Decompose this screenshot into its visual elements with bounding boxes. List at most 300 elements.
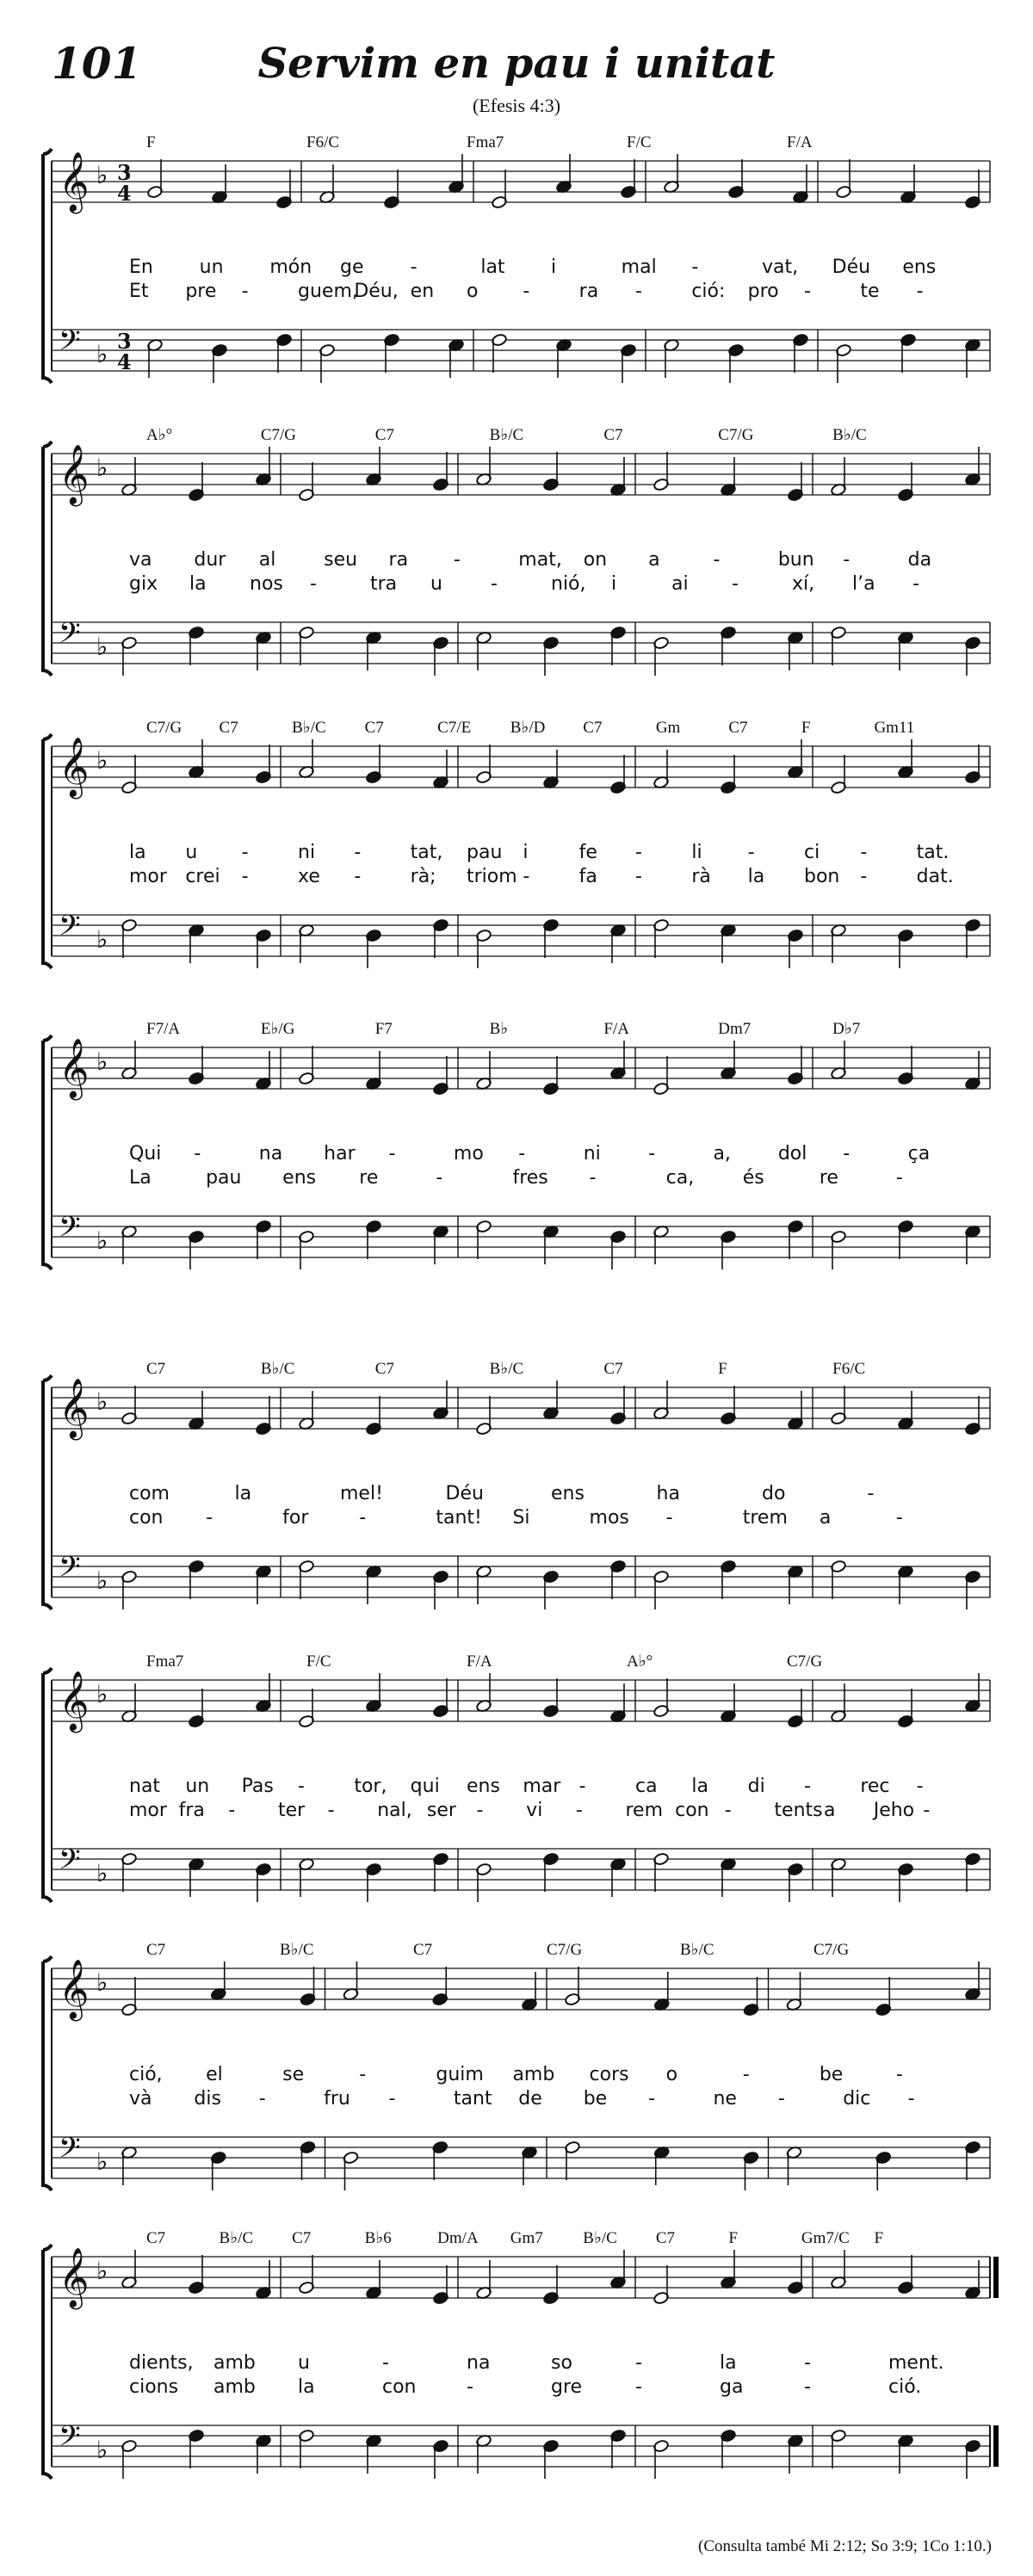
key-signature-flat-icon: ♭	[96, 1226, 108, 1255]
lyric-syllable: la	[720, 2352, 737, 2374]
chord-symbol: Fma7	[146, 1652, 184, 1671]
chord-symbol: C7	[728, 719, 748, 737]
lyric-syllable: -	[410, 256, 418, 278]
lyric-syllable: ha	[656, 1483, 680, 1504]
treble-clef-icon: 𝄞	[59, 444, 90, 504]
treble-clef-icon: 𝄞	[59, 1671, 90, 1731]
lyric-syllable: con	[129, 1507, 164, 1529]
lyric-syllable: re	[819, 1167, 838, 1189]
lyric-syllable: -	[843, 549, 851, 571]
bass-clef-icon: 𝄢	[59, 2132, 81, 2171]
lyric-syllable: o	[467, 281, 479, 302]
lyric-syllable: -	[895, 2064, 903, 2085]
lyric-syllable: al	[258, 549, 276, 571]
lyric-syllable: vat,	[762, 256, 799, 278]
lyric-syllable: u	[185, 842, 198, 863]
lyric-syllable: rà;	[410, 866, 436, 887]
lyric-syllable: ció:	[691, 281, 726, 302]
lyric-syllable: -	[916, 1776, 924, 1797]
lyric-syllable: -	[648, 2088, 656, 2110]
time-signature-bottom: 4	[117, 349, 132, 374]
chord-symbol: C7	[583, 719, 603, 737]
treble-clef-icon: 𝄞	[59, 2247, 90, 2307]
lyric-syllable: un	[199, 256, 224, 278]
chord-symbol: B♭	[489, 1020, 509, 1038]
lyric-syllable: -	[298, 1776, 305, 1797]
lyric-syllable: -	[843, 1143, 851, 1164]
lyric-syllable: mal	[621, 256, 657, 278]
lyric-syllable: con	[382, 2376, 417, 2398]
lyric-syllable: gre	[551, 2376, 583, 2398]
system-bracket	[43, 442, 52, 676]
lyric-syllable: i	[551, 256, 557, 278]
lyric-syllable: xí,	[792, 573, 815, 595]
lyric-syllable: la	[747, 866, 765, 887]
lyric-syllable: ment.	[888, 2352, 944, 2374]
lyric-syllable: Jeho	[873, 1800, 915, 1821]
chord-symbol: C7	[374, 426, 394, 444]
chord-symbol: F	[874, 2229, 884, 2247]
key-signature-flat-icon: ♭	[96, 633, 108, 661]
lyric-syllable: La	[129, 1167, 152, 1189]
lyric-syllable: Et	[129, 281, 149, 302]
lyric-syllable: -	[804, 2352, 811, 2374]
lyric-syllable: -	[476, 1800, 484, 1821]
lyric-syllable: -	[194, 1143, 201, 1164]
lyric-syllable: u	[430, 573, 442, 595]
lyric-syllable: on	[583, 549, 608, 571]
key-signature-flat-icon: ♭	[96, 925, 108, 954]
lyric-syllable: -	[635, 281, 642, 302]
lyric-syllable: ció.	[888, 2376, 922, 2398]
lyric-syllable: món	[269, 256, 312, 278]
lyric-syllable: ni	[298, 842, 316, 863]
lyric-syllable: -	[258, 2088, 266, 2110]
lyric-syllable: la	[234, 1483, 252, 1504]
lyric-syllable: -	[713, 549, 721, 571]
lyric-syllable: la	[298, 2376, 315, 2398]
key-signature-flat-icon: ♭	[96, 340, 108, 368]
lyric-syllable: se	[282, 2064, 305, 2085]
lyric-syllable: guem,	[298, 281, 358, 302]
treble-clef-icon: 𝄞	[59, 151, 90, 212]
system-bracket	[43, 734, 52, 968]
chord-symbol: F	[146, 133, 156, 151]
chord-symbol: C7	[364, 719, 384, 737]
chord-symbol: F	[801, 719, 811, 737]
lyric-syllable: -	[575, 1800, 583, 1821]
key-signature-flat-icon: ♭	[96, 1566, 108, 1595]
lyric-syllable: tat,	[410, 842, 443, 863]
lyric-syllable: amb	[213, 2352, 256, 2374]
lyric-syllable: -	[724, 1800, 732, 1821]
hymn-title: Servim en pau i unitat	[257, 40, 776, 88]
lyric-syllable: -	[804, 1776, 811, 1797]
lyric-syllable: -	[589, 1167, 597, 1189]
lyric-syllable: dat.	[916, 866, 954, 887]
lyric-syllable: -	[907, 2088, 915, 2110]
lyric-syllable: dients,	[129, 2352, 194, 2374]
lyric-syllable: dur	[194, 549, 226, 571]
lyric-syllable: rem	[625, 1800, 664, 1821]
lyric-syllable: ra	[388, 549, 409, 571]
treble-clef-icon: 𝄞	[59, 1378, 90, 1438]
lyric-syllable: a	[648, 549, 660, 571]
footnote: (Consulta també Mi 2:12; So 3:9; 1Co 1:10.)	[698, 2537, 992, 2555]
lyric-syllable: -	[436, 1167, 443, 1189]
lyric-syllable: En	[129, 256, 153, 278]
chord-symbol: B♭/C	[680, 1941, 714, 1959]
lyric-syllable: -	[912, 573, 919, 595]
system-bracket	[43, 1668, 52, 1902]
lyric-syllable: Déu	[832, 256, 871, 278]
chord-symbol: B♭6	[364, 2229, 392, 2247]
key-signature-flat-icon: ♭	[96, 2147, 108, 2176]
lyric-syllable: re	[359, 1167, 379, 1189]
lyric-syllable: so	[551, 2352, 572, 2374]
chord-symbol: F/C	[627, 133, 652, 151]
chord-symbol: F7	[374, 1020, 393, 1038]
lyric-syllable: ens	[551, 1483, 585, 1504]
chord-symbol: Gm	[655, 719, 681, 737]
chord-symbol: A♭°	[146, 426, 173, 444]
lyric-syllable: mel!	[340, 1483, 383, 1504]
chord-symbol: B♭/C	[260, 1360, 295, 1378]
lyric-syllable: do	[762, 1483, 786, 1504]
lyric-syllable: -	[359, 1507, 367, 1529]
lyric-syllable: amb	[213, 2376, 256, 2398]
chord-symbol: B♭/C	[292, 719, 326, 737]
time-signature-bottom: 4	[117, 181, 132, 206]
lyric-syllable: -	[635, 2352, 642, 2374]
lyric-syllable: fa	[578, 866, 597, 887]
lyric-syllable: ens	[467, 1776, 500, 1797]
key-signature-flat-icon: ♭	[96, 1859, 108, 1887]
lyric-syllable: tant!	[436, 1507, 482, 1529]
lyric-syllable: -	[665, 1507, 673, 1529]
chord-symbol: C7	[146, 1941, 166, 1959]
treble-clef-icon: 𝄞	[59, 1959, 90, 2019]
lyric-syllable: mo	[453, 1143, 484, 1164]
lyric-syllable: Déu,	[354, 281, 399, 302]
lyric-syllable: har	[324, 1143, 356, 1164]
lyric-syllable: na	[467, 2352, 491, 2374]
lyric-syllable: -	[523, 281, 530, 302]
lyric-syllable: ca,	[665, 1167, 695, 1189]
lyric-syllable: ni	[583, 1143, 601, 1164]
lyric-syllable: ça	[907, 1143, 931, 1164]
system-bracket	[43, 2245, 52, 2479]
lyric-syllable: -	[388, 2088, 396, 2110]
lyric-syllable: be	[583, 2088, 608, 2110]
chord-symbol: F/A	[787, 133, 813, 151]
lyric-syllable: -	[635, 2376, 642, 2398]
lyric-syllable: la	[691, 1776, 708, 1797]
lyric-syllable: ga	[720, 2376, 744, 2398]
chord-symbol: B♭/C	[832, 426, 867, 444]
system-bracket	[43, 1956, 52, 2190]
system-bracket	[43, 149, 52, 383]
hymn-number: 101	[52, 38, 142, 89]
chord-symbol: Gm11	[874, 719, 915, 737]
key-signature-flat-icon: ♭	[96, 1387, 108, 1416]
lyric-syllable: ens	[282, 1167, 317, 1189]
lyric-syllable: be	[819, 2064, 844, 2085]
lyric-syllable: -	[354, 866, 362, 887]
lyric-syllable: -	[923, 1800, 931, 1821]
lyric-syllable: -	[867, 1483, 875, 1504]
chord-symbol: C7/G	[260, 426, 297, 444]
lyric-syllable: ge	[340, 256, 364, 278]
chord-symbol: C7	[655, 2229, 676, 2247]
final-barline	[993, 2425, 999, 2467]
lyric-syllable: bon	[804, 866, 840, 887]
lyric-syllable: -	[467, 2376, 473, 2398]
chord-symbol: F/A	[603, 1020, 630, 1038]
lyric-syllable: -	[860, 842, 868, 863]
lyric-syllable: fe	[578, 842, 597, 863]
lyric-syllable: -	[310, 573, 317, 595]
lyric-syllable: -	[804, 281, 811, 302]
chord-symbol: C7	[219, 719, 238, 737]
lyric-syllable: -	[241, 842, 249, 863]
bass-clef-icon: 𝄢	[59, 910, 81, 949]
chord-symbol: B♭/C	[219, 2229, 254, 2247]
lyric-syllable: Pas	[241, 1776, 274, 1797]
lyric-syllable: ens	[902, 256, 937, 278]
lyric-syllable: fra	[178, 1800, 205, 1821]
lyric-syllable: tra	[370, 573, 398, 595]
lyric-syllable: un	[185, 1776, 210, 1797]
bass-clef-icon: 𝄢	[59, 1211, 81, 1251]
bass-clef-icon: 𝄢	[59, 2420, 81, 2460]
lyric-syllable: i	[611, 573, 617, 595]
lyric-syllable: mat,	[518, 549, 562, 571]
lyric-syllable: pau	[206, 1167, 242, 1189]
lyric-syllable: Déu	[445, 1483, 484, 1504]
chord-symbol: C7	[292, 2229, 312, 2247]
lyric-syllable: -	[860, 866, 868, 887]
lyric-syllable: gix	[129, 573, 158, 595]
lyric-syllable: a	[819, 1507, 832, 1529]
lyric-syllable: l’a	[852, 573, 875, 595]
chord-symbol: B♭/C	[280, 1941, 314, 1959]
lyric-syllable: da	[907, 549, 932, 571]
lyric-syllable: guim	[436, 2064, 484, 2085]
time-signature-top: 3	[117, 329, 132, 354]
chord-symbol: C7	[413, 1941, 433, 1959]
lyric-syllable: xe	[298, 866, 320, 887]
lyric-syllable: te	[860, 281, 880, 302]
chord-symbol: F	[718, 1360, 727, 1378]
lyric-syllable: tat.	[916, 842, 949, 863]
key-signature-flat-icon: ♭	[96, 746, 108, 775]
lyric-syllable: mar	[523, 1776, 561, 1797]
lyric-syllable: lat	[480, 256, 505, 278]
lyric-syllable: ai	[671, 573, 689, 595]
lyric-syllable: -	[804, 2376, 811, 2398]
lyric-syllable: -	[895, 1167, 903, 1189]
chord-symbol: B♭/C	[489, 426, 524, 444]
time-signature-top: 3	[117, 160, 132, 185]
lyric-syllable: crei	[185, 866, 220, 887]
chord-symbol: C7/G	[813, 1941, 850, 1959]
lyric-syllable: Si	[512, 1507, 530, 1529]
system-bracket	[43, 1035, 52, 1269]
lyric-syllable: nos	[250, 573, 283, 595]
treble-clef-icon: 𝄞	[59, 1038, 90, 1098]
lyric-syllable: -	[523, 866, 530, 887]
lyric-syllable: -	[359, 2064, 367, 2085]
lyric-syllable: -	[648, 1143, 656, 1164]
chord-symbol: C7/G	[787, 1652, 823, 1671]
lyric-syllable: bun	[777, 549, 814, 571]
key-signature-flat-icon: ♭	[96, 1968, 108, 1997]
lyric-syllable: cions	[129, 2376, 179, 2398]
lyric-syllable: i	[523, 842, 529, 863]
key-signature-flat-icon: ♭	[96, 161, 108, 189]
lyric-syllable: mos	[589, 1507, 629, 1529]
lyric-syllable: és	[742, 1167, 764, 1189]
lyric-syllable: -	[691, 256, 699, 278]
chord-symbol: F/C	[306, 1652, 331, 1671]
lyric-syllable: ció,	[129, 2064, 163, 2085]
chord-symbol: F6/C	[306, 133, 340, 151]
chord-symbol: F6/C	[832, 1360, 866, 1378]
chord-symbol: Dm7	[718, 1020, 752, 1038]
lyric-syllable: ra	[578, 281, 599, 302]
lyric-syllable: tor,	[354, 1776, 387, 1797]
lyric-syllable: nió,	[551, 573, 586, 595]
lyric-syllable: -	[354, 842, 362, 863]
chord-symbol: B♭/C	[489, 1360, 524, 1378]
lyric-syllable: -	[388, 1143, 396, 1164]
lyric-syllable: pau	[467, 842, 503, 863]
chord-symbol: B♭/C	[583, 2229, 617, 2247]
lyric-syllable: mor	[129, 866, 167, 887]
key-signature-flat-icon: ♭	[96, 2436, 108, 2464]
chord-symbol: C7	[374, 1360, 394, 1378]
system-bracket	[43, 1375, 52, 1609]
key-signature-flat-icon: ♭	[96, 454, 108, 482]
lyric-syllable: -	[491, 573, 498, 595]
chord-symbol: F7/A	[146, 1020, 181, 1038]
lyric-syllable: mor	[129, 1800, 167, 1821]
lyric-syllable: -	[518, 1143, 526, 1164]
lyric-syllable: -	[578, 1776, 586, 1797]
chord-symbol: C7/G	[718, 426, 754, 444]
lyric-syllable: dol	[777, 1143, 807, 1164]
chord-symbol: C7	[146, 1360, 166, 1378]
chord-symbol: Gm7/C	[801, 2229, 850, 2247]
chord-symbol: F/A	[467, 1652, 492, 1671]
lyric-syllable: -	[742, 2064, 750, 2085]
lyric-syllable: ne	[713, 2088, 737, 2110]
lyric-syllable: la	[189, 573, 207, 595]
lyric-syllable: Qui	[129, 1143, 162, 1164]
lyric-syllable: ser	[426, 1800, 456, 1821]
lyric-syllable: ci	[804, 842, 820, 863]
scripture-reference: (Efesis 4:3)	[472, 95, 561, 116]
lyric-syllable: -	[635, 866, 642, 887]
lyric-syllable: o	[665, 2064, 678, 2085]
lyric-syllable: pre	[185, 281, 217, 302]
lyric-syllable: trem	[742, 1507, 788, 1529]
lyric-syllable: -	[327, 1800, 335, 1821]
lyric-syllable: fru	[324, 2088, 350, 2110]
final-barline	[993, 2257, 999, 2298]
lyric-syllable: tents	[774, 1800, 823, 1821]
lyric-syllable: -	[747, 842, 755, 863]
lyric-syllable: -	[777, 2088, 785, 2110]
lyric-syllable: -	[895, 1507, 903, 1529]
treble-clef-icon: 𝄞	[59, 737, 90, 797]
lyric-syllable: và	[129, 2088, 152, 2110]
key-signature-flat-icon: ♭	[96, 2257, 108, 2285]
lyric-syllable: com	[129, 1483, 170, 1504]
lyric-syllable: -	[635, 842, 642, 863]
lyric-syllable: seu	[324, 549, 358, 571]
lyric-syllable: amb	[512, 2064, 555, 2085]
chord-symbol: C7/E	[437, 719, 472, 737]
lyric-syllable: rec	[860, 1776, 890, 1797]
lyric-syllable: dic	[843, 2088, 871, 2110]
lyric-syllable: en	[410, 281, 435, 302]
chord-symbol: A♭°	[627, 1652, 653, 1671]
chord-symbol: D♭7	[832, 1020, 861, 1038]
chord-symbol: C7	[603, 1360, 623, 1378]
chord-symbol: Dm/A	[437, 2229, 479, 2247]
lyric-syllable: va	[129, 549, 152, 571]
bass-clef-icon: 𝄢	[59, 1551, 81, 1591]
chord-symbol: F	[728, 2229, 738, 2247]
chord-symbol: B♭/D	[510, 719, 546, 737]
lyric-syllable: nat	[129, 1776, 161, 1797]
chord-symbol: Fma7	[467, 133, 504, 151]
lyric-syllable: -	[241, 281, 249, 302]
lyric-syllable: a,	[713, 1143, 731, 1164]
lyric-syllable: u	[298, 2352, 310, 2374]
lyric-syllable: -	[916, 281, 924, 302]
lyric-syllable: -	[382, 2352, 389, 2374]
lyric-syllable: nal,	[377, 1800, 412, 1821]
lyric-syllable: rà	[691, 866, 711, 887]
lyric-syllable: cors	[589, 2064, 629, 2085]
lyric-syllable: a	[824, 1800, 836, 1821]
chord-symbol: C7	[146, 2229, 166, 2247]
lyric-syllable: -	[241, 866, 249, 887]
key-signature-flat-icon: ♭	[96, 1680, 108, 1708]
chord-symbol: C7	[603, 426, 623, 444]
lyric-syllable: di	[747, 1776, 765, 1797]
bass-clef-icon: 𝄢	[59, 1844, 81, 1883]
lyric-syllable: -	[206, 1507, 213, 1529]
lyric-syllable: con	[675, 1800, 709, 1821]
lyric-syllable: -	[453, 549, 461, 571]
chord-symbol: C7/G	[146, 719, 182, 737]
lyric-syllable: dis	[194, 2088, 221, 2110]
lyric-syllable: la	[129, 842, 146, 863]
chord-symbol: C7/G	[547, 1941, 583, 1959]
lyric-syllable: -	[228, 1800, 236, 1821]
lyric-syllable: tant	[453, 2088, 492, 2110]
chord-symbol: E♭/G	[260, 1020, 295, 1038]
lyric-syllable: li	[691, 842, 702, 863]
key-signature-flat-icon: ♭	[96, 1047, 108, 1076]
bass-clef-icon: 𝄢	[59, 617, 81, 657]
bass-clef-icon: 𝄢	[59, 324, 81, 364]
chord-symbol: Gm7	[510, 2229, 543, 2247]
